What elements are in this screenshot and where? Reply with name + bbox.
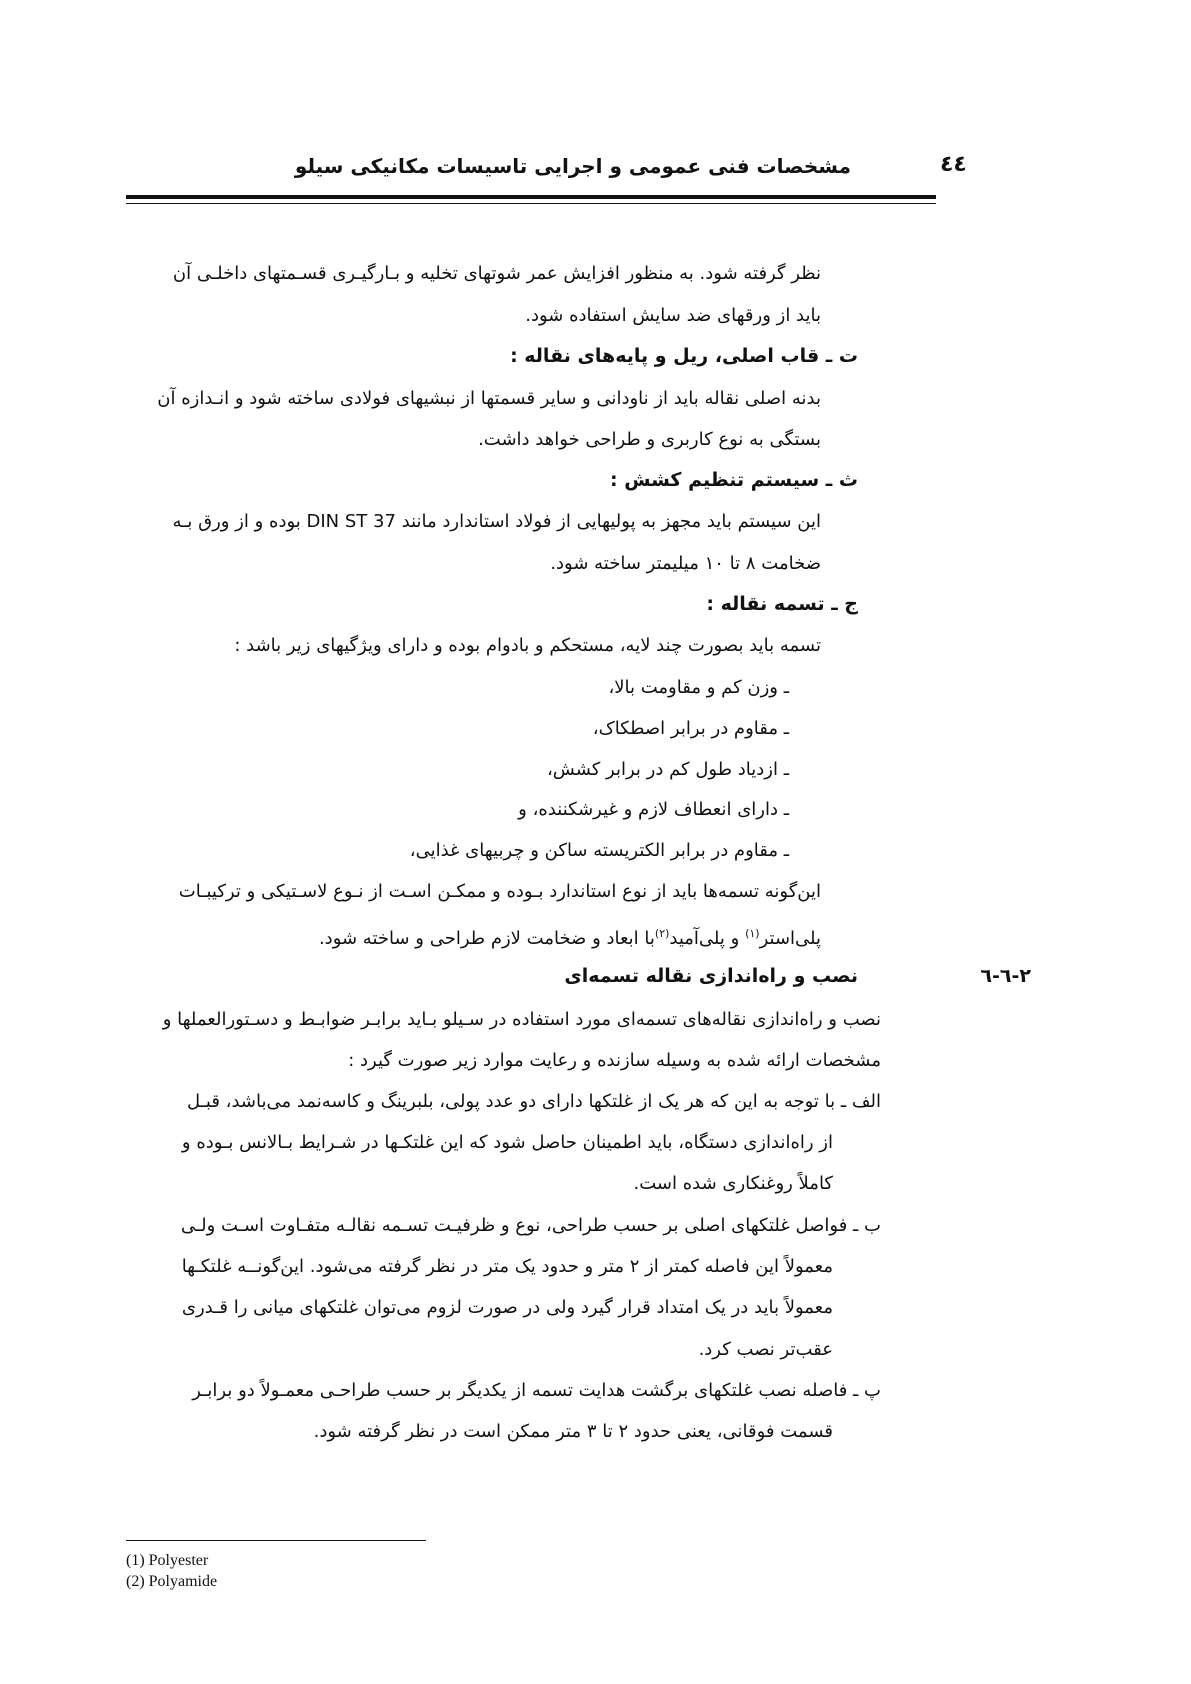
body-line: این سیستم باید مجهز به پولیهایی از فولاد استاندارد مانند DIN ST 37 بوده و از ورق بـه [172,511,821,532]
text-polyester: پلی‌استر [759,928,821,949]
list-item: ـ وزن کم و مقاومت بالا، [608,677,789,698]
footnote-ref-1: (۱) [745,927,760,940]
subheading-tension: ث ـ سیستم تنظیم کشش : [610,469,858,491]
subheading-belt: ج ـ تسمه نقاله : [706,593,858,615]
footnote-2: (2) Polyamide [126,1573,218,1590]
body-line: قسمت فوقانی، یعنی حدود ۲ تا ۳ متر ممکن است در نظر گرفته شود. [313,1421,833,1442]
body-line: این‌گونه تسمه‌ها باید از نوع استاندارد بـوده و ممکـن اسـت از نـوع لاسـتیکی و ترکیبـات [178,881,821,902]
body-line: نصب و راه‌اندازی نقاله‌های تسمه‌ای مورد استفاده در سـیلو بـاید برابـر ضوابـط و دسـتورالعملها و [162,1009,881,1030]
footnote-1: (1) Polyester [126,1552,209,1569]
list-item: ـ مقاوم در برابر اصطکاک، [592,718,789,739]
section-title: نصب و راه‌اندازی نقاله تسمه‌ای [564,965,858,987]
body-line: باید از ورقهای ضد سایش استفاده شود. [525,305,821,326]
list-item: ـ مقاوم در برابر الکتریسته ساکن و چربیهای غذایی، [409,840,789,861]
header-rule-thick [126,195,936,199]
body-line: بدنه اصلی نقاله باید از ناودانی و سایر قسمتها از نبشیهای فولادی ساخته شود و انـدازه آن [157,388,821,409]
body-line: از راه‌اندازی دستگاه، باید اطمینان حاصل شود که این غلتکـها در شـرایط بـالانس بـوده و [181,1132,833,1153]
footnote-rule [126,1540,426,1541]
body-line: ضخامت ۸ تا ۱۰ میلیمتر ساخته شود. [550,553,821,574]
list-item-alef: الف ـ با توجه به این که هر یک از غلتکها دارای دو عدد پولی، بلبرینگ و کاسه‌نمد می‌باشد، قبـل [186,1091,881,1112]
body-line: نظر گرفته شود. به منظور افزایش عمر شوتهای تخلیه و بـارگیـری قسـمتهای داخلـی آن [172,263,821,284]
list-item-pe: پ ـ فاصله نصب غلتکهای برگشت هدایت تسمه از یکدیگر بر حسب طراحـی معمـولاً دو برابـر [192,1380,881,1401]
page-number: ٤٤ [940,152,967,177]
body-line: تسمه باید بصورت چند لایه، مستحکم و بادوام بوده و دارای ویژگیهای زیر باشد : [234,635,821,656]
body-line: عقب‌تر نصب کرد. [698,1339,833,1360]
text-polyamide: و پلی‌آمید [669,928,740,949]
section-number: ۲-٦-٦ [980,965,1031,987]
body-line: کاملاً روغنکاری شده است. [633,1173,833,1194]
running-header-title: مشخصات فنی عمومی و اجرایی تاسیسات مکانیکی سیلو [294,154,851,178]
body-line: معمولاً این فاصله کمتر از ۲ متر و حدود یک متر در نظر گرفته می‌شود. این‌گونــه غلتکـها [181,1256,833,1277]
list-item: ـ دارای انعطاف لازم و غیرشکننده، و [518,799,789,820]
text-rest: با ابعاد و ضخامت لازم طراحی و ساخته شود. [318,928,655,949]
footnote-ref-2: (۲) [654,927,670,940]
header-rule-thin [126,203,936,204]
body-line: معمولاً باید در یک امتداد قرار گیرد ولی در صورت لزوم می‌توان غلتکهای میانی را قـدری [181,1297,833,1318]
body-line: بستگی به نوع کاربری و طراحی خواهد داشت. [478,429,821,450]
list-item-be: ب ـ فواصل غلتکهای اصلی بر حسب طراحی، نوع و ظرفیـت تسـمه نقالـه متفـاوت اسـت ولـی [180,1215,881,1236]
subheading-frame: ت ـ قاب اصلی، ریل و پایه‌های نقاله : [510,345,858,367]
list-item: ـ ازدیاد طول کم در برابر کشش، [546,759,789,780]
body-line: مشخصات ارائه شده به وسیله سازنده و رعایت موارد زیر صورت گیرد : [348,1050,881,1071]
body-line-with-references [319,922,821,951]
